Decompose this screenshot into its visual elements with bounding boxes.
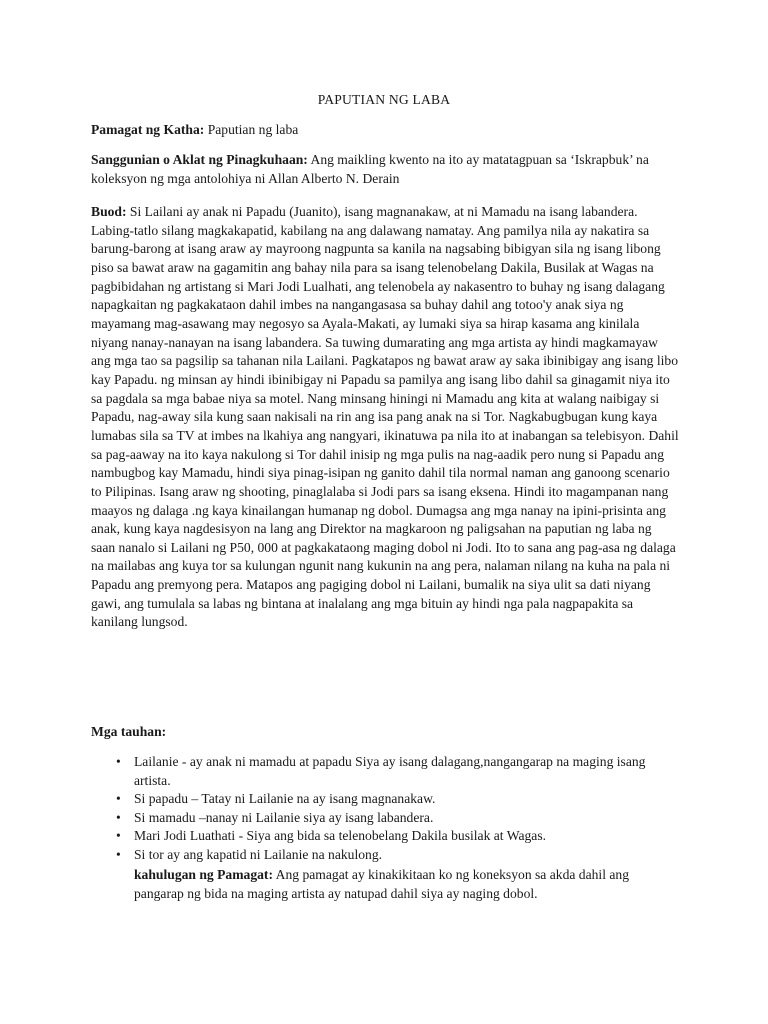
document-title: PAPUTIAN NG LABA xyxy=(317,92,451,107)
pamagat-value: Paputian ng laba xyxy=(207,122,299,137)
list-item: • Si papadu – Tatay ni Lailanie na ay isang magnanakaw. xyxy=(110,790,670,809)
summary-paragraph xyxy=(91,203,679,632)
list-item: • Lailanie - ay anak ni mamadu at papadu Siya ay isang dalagang,nangangarap na maging isang artista. xyxy=(110,753,670,790)
characters-list xyxy=(110,753,670,864)
list-item: • Si tor ay ang kapatid ni Lailanie na nakulong. xyxy=(110,846,670,865)
buod-label: Buod: xyxy=(91,204,127,219)
title-paragraph xyxy=(91,121,679,140)
sanggunian-label: Sanggunian o Aklat ng Pinagkuhaan: xyxy=(91,152,308,167)
kahulugan-label: kahulugan ng Pamagat: xyxy=(134,867,273,882)
sanggunian-value: Ang maikling kwento na ito ay matatagpuan sa ‘Iskrapbuk’ na koleksyon ng mga antolohiya ni Allan Alberto N. Derain xyxy=(91,152,649,186)
list-item: • Mari Jodi Luathati - Siya ang bida sa telenobelang Dakila busilak at Wagas. xyxy=(110,827,670,846)
title-meaning-paragraph xyxy=(110,866,670,903)
pamagat-label: Pamagat ng Katha: xyxy=(91,122,205,137)
kahulugan-value: Ang pamagat ay kinakikitaan ko ng koneksyon sa akda dahil ang pangarap ng bida na maging artista ay natupad dahil siya ay naging dobol. xyxy=(134,867,630,901)
buod-value: Si Lailani ay anak ni Papadu (Juanito), isang magnanakaw, at ni Mamadu na isang labandera. Labing-tatlo silang magkakapatid, kabilang na ang dalawang namatay. Ang pamilya nila ay nakatira sa barung-barong at isang araw ay mayroong nagpunta sa kanila na nagsabing bibigyan sila ng isang libong piso sa bawat araw na gagamitin ang bahay nila para sa isang telenobelang Dakila, Busilak at Wagas na pagbibidahan ng artistang si Mari Jodi Lualhati, ang telenobela ay nakasentro to buhay ng isang dalagang napagkaitan ng pagkakataon dahil imbes na nangangasasa sa buhay dahil ang totoo'y anak siya ng mayamang mag-asawang may negosyo sa Ayala-Makati, ay lumaki siya sa hirap kasama ang kinilala niyang nanay-nanayan na isang labandera. Sa tuwing dumarating ang mga artista ay hindi magkamayaw ang mga tao sa pagsilip sa tahanan nila Lailani. Pagkatapos ng bawat araw ay saka ibinibigay ang isang libo kay Papadu. ng minsan ay hindi ibinibigay ni Papadu sa pamilya ang isang libo dahil sa ginagamit niya ito sa pagdala sa mga babae niya sa motel. Nang minsang hiningi ni Mamadu ang kita at walang naibigay si Papadu, nag-away sila kung saan nakisali na rin ang isa pang anak na si Tor. Nagkabugbugan kung kaya lumabas sila sa TV at imbes na lkahiya ang nangyari, ikinatuwa pa nila ito at inabangan sa telebisyon. Dahil sa pag-aaway na ito kaya nakulong si Tor dahil inisip ng mga pulis na nag-aadik pero nung si Papadu ang nambugbog kay Mamadu, hindi siya pinag-isipan ng ganito dahil tila normal naman ang ganoong scenario to Pilipinas. Isang araw ng shooting, pinaglalaba si Jodi pars sa isang eksena. Hindi ito magampanan nang maayos ng dalaga .ng kaya kinailangan humanap ng dobol. Dumagsa ang mga nanay na ipini-prisinta ang anak, kung kaya nagdesisyon na lang ang Direktor na magkaroon ng paligsahan na paputian ng laba ng saan nanalo si Lailani ng P50, 000 at pagkakataong maging dobol ni Jodi. Ito to sana ang pag-asa ng dalaga na mailabas ang kuya tor sa kulungan ngunit nang kukunin na ang pera, nalaman nilang na kuha na pala ni Papadu ang premyong pera. Matapos ang pagiging dobol ni Lailani, bumalik na siya ulit sa dati niyang gawi, ang tumulala sa labas ng bintana at inalalang ang mga bituin ay hindi nga pala nagpapakita sa kanilang lungsod. xyxy=(91,204,679,630)
list-item: • Si mamadu –nanay ni Lailanie siya ay isang labandera. xyxy=(110,809,670,828)
source-paragraph xyxy=(91,151,679,188)
characters-heading: Mga tauhan: xyxy=(91,724,167,739)
